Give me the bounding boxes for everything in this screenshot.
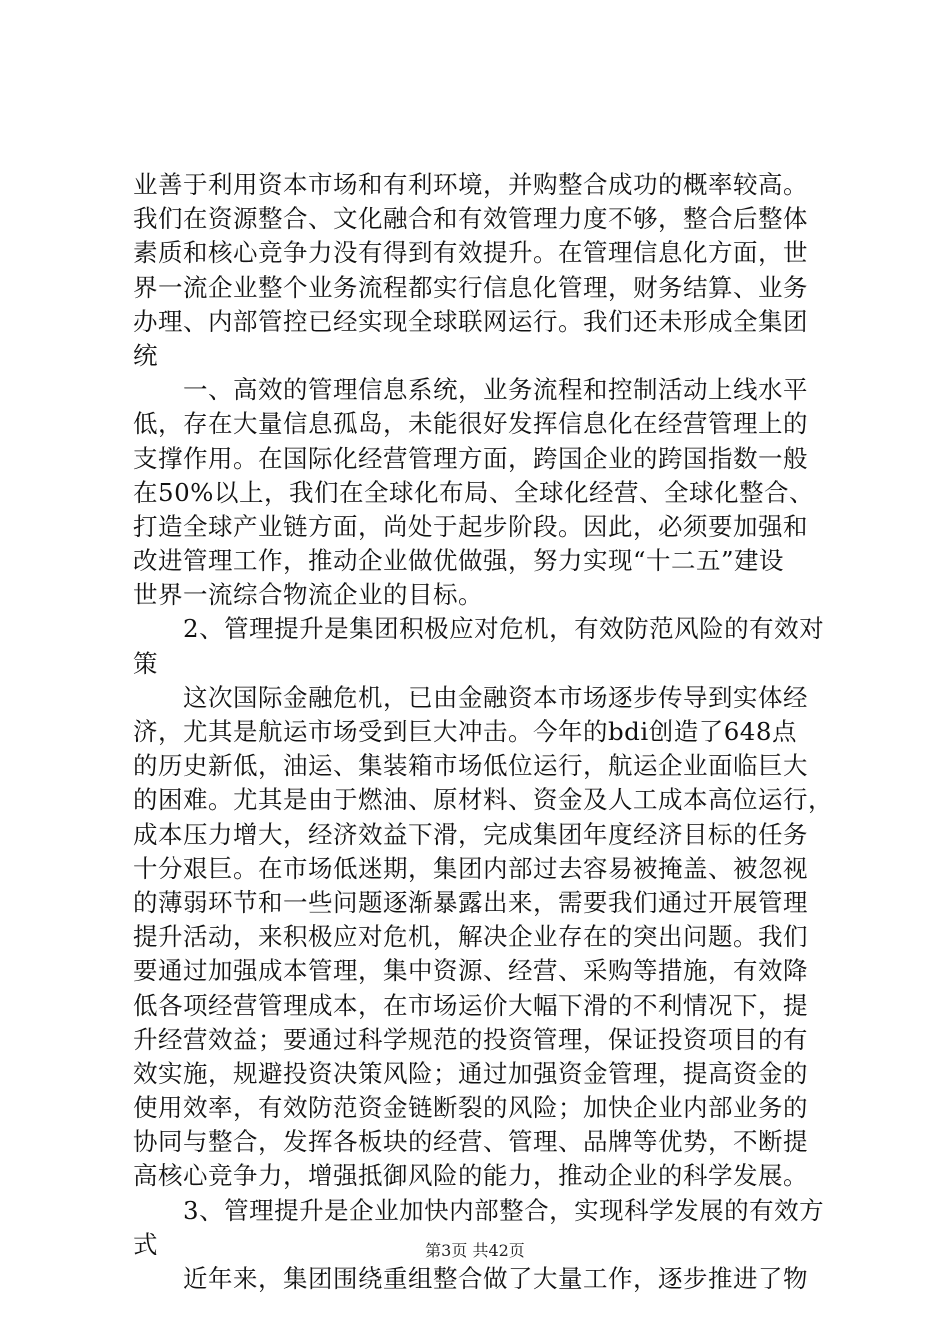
text-line: 的薄弱环节和一些问题逐渐暴露出来，需要我们通过开展管理 — [133, 887, 808, 917]
text-line: 打造全球产业链方面，尚处于起步阶段。因此，必须要加强和 — [133, 511, 808, 541]
text-line: 我们在资源整合、文化融合和有效管理力度不够，整合后整体 — [133, 204, 808, 234]
text-line: 协同与整合，发挥各板块的经营、管理、品牌等优势，不断提 — [133, 1127, 808, 1157]
text-line: 式 — [133, 1229, 158, 1259]
text-line: 成本压力增大，经济效益下滑，完成集团年度经济目标的任务 — [133, 819, 808, 849]
text-line: 支撑作用。在国际化经营管理方面，跨国企业的跨国指数一般 — [133, 443, 808, 473]
text-line: 十分艰巨。在市场低迷期，集团内部过去容易被掩盖、被忽视 — [133, 853, 808, 883]
text-line: 要通过加强成本管理，集中资源、经营、采购等措施，有效降 — [133, 956, 808, 986]
text-line: 这次国际金融危机，已由金融资本市场逐步传导到实体经 — [133, 682, 808, 712]
text-line: 素质和核心竞争力没有得到有效提升。在管理信息化方面，世 — [133, 238, 808, 268]
text-line: 业善于利用资本市场和有利环境，并购整合成功的概率较高。 — [133, 170, 808, 199]
text-line: 的困难。尤其是由于燃油、原材料、资金及人工成本高位运行， — [133, 785, 833, 815]
text-line: 3、管理提升是企业加快内部整合，实现科学发展的有效方 — [133, 1195, 825, 1225]
text-line: 界一流企业整个业务流程都实行信息化管理，财务结算、业务 — [133, 272, 808, 302]
text-line: 高核心竞争力，增强抵御风险的能力，推动企业的科学发展。 — [133, 1161, 808, 1191]
text-line: 效实施，规避投资决策风险；通过加强资金管理，提高资金的 — [133, 1058, 808, 1088]
text-line: 改进管理工作，推动企业做优做强，努力实现“十二五”建设 — [133, 546, 785, 576]
text-line: 济，尤其是航运市场受到巨大冲击。今年的bdi创造了648点 — [133, 717, 797, 746]
text-line: 升经营效益；要通过科学规范的投资管理，保证投资项目的有 — [133, 1024, 808, 1054]
text-line: 统 — [133, 340, 158, 370]
text-line: 低各项经营管理成本，在市场运价大幅下滑的不利情况下，提 — [133, 990, 808, 1020]
text-line: 2、管理提升是集团积极应对危机，有效防范风险的有效对 — [133, 614, 825, 644]
page-footer: 第3页 共42页 — [425, 1241, 525, 1260]
body-text — [133, 168, 833, 1296]
text-line: 近年来，集团围绕重组整合做了大量工作，逐步推进了物 — [133, 1264, 808, 1293]
text-line: 低，存在大量信息孤岛，未能很好发挥信息化在经营管理上的 — [133, 409, 808, 439]
text-line: 世界一流综合物流企业的目标。 — [133, 580, 483, 610]
text-line: 使用效率，有效防范资金链断裂的风险；加快企业内部业务的 — [133, 1093, 808, 1123]
text-line: 的历史新低，油运、集装箱市场低位运行，航运企业面临巨大 — [133, 751, 808, 781]
text-line: 提升活动，来积极应对危机，解决企业存在的突出问题。我们 — [133, 922, 808, 952]
text-line: 在50%以上，我们在全球化布局、全球化经营、全球化整合、 — [133, 477, 814, 507]
text-line: 一、高效的管理信息系统，业务流程和控制活动上线水平 — [133, 375, 808, 405]
text-line: 策 — [133, 648, 158, 678]
text-line: 办理、内部管控已经实现全球联网运行。我们还未形成全集团 — [133, 306, 808, 336]
